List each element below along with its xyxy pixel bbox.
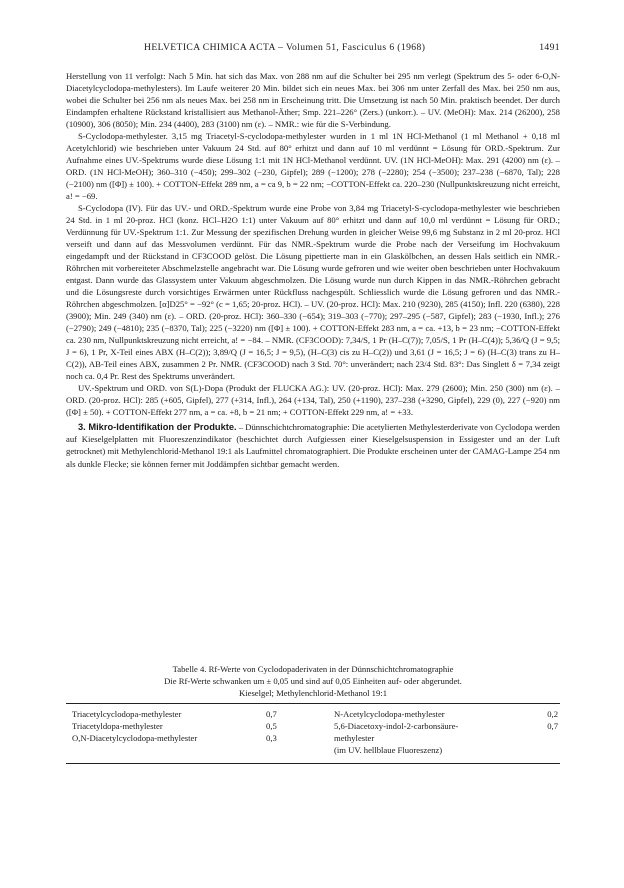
table-cell: 0,5: [266, 721, 277, 732]
section-text: – Dünnschichtchromatographie: Die acetylierten Methylesterderivate von Cyclodopa werden auf Kieselgelplatten mit Fluoreszenzindikator (beschichtet durch Aufgiessen einer Kieselgelsuspension in Essigester und an der Luft getrocknet) mit Methylenchlorid-Methanol 19:1 als Laufmittel chromatographiert. Die Produkte erscheinen unter der CAMAG-Lampe 254 nm als dunkle Flecke; sie können ferner mit Joddämpfen sichtbar gemacht werden.: [66, 422, 560, 469]
rf-table: [66, 663, 560, 764]
table-cell: O,N-Diacetylcyclodopa-methylester: [72, 733, 198, 744]
table-cell: N-Acetylcyclodopa-methylester: [334, 709, 445, 720]
table-cell: Triacetylcyclodopa-methylester: [72, 709, 182, 720]
table-cell: (im UV. hellblaue Fluoreszenz): [334, 745, 443, 756]
table-cell: 5,6-Diacetoxy-indol-2-carbonsäure-: [334, 721, 459, 732]
left-rf-column: [266, 708, 306, 744]
table-cell: Triacetyldopa-methylester: [72, 721, 163, 732]
table-top-rule: [66, 703, 560, 704]
page-number: 1491: [539, 42, 560, 53]
right-compound-column: [334, 708, 520, 756]
paragraph-s-cyclodopa: S-Cyclodopa (IV). Für das UV.- und ORD.-Spektrum wurde eine Probe von 3,84 mg Triacetyl-S-cyclodopa-methylester wie beschrieben 24 Std. in 1 ml 20-proz. HCl (konz. HCl–H2O 1:1) unter Vakuum auf 80° erhitzt und dann auf 10,0 ml verdünnt = Lösung für ORD.; Verdünnung für UV.-Spektrum 1:1. Zur Messung der spezifischen Drehung wurden in gleicher Weise 99,6 mg Substanz in 2 ml 20-proz. HCl verseift und dann auf das Messvolumen verdünnt. Für das NMR.-Spektrum wurde die Probe nach der Verseifung im Hochvakuum eingedampft und der Rückstand in CF3COOD gelöst. Die Lösung pipettierte man in ein Glaskölbchen, an dessen Hals seitlich ein NMR.-Röhrchen mit vorbereiteter Abschmelzstelle angebracht war. Die Lösung wurde gefroren und wie weiter oben beschrieben unter Hochvakuum entgast. Dann wurde das Glassystem unter Vakuum abgeschmolzen. Die Lösung wurde nun durch Kippen in das NMR.-Röhrchen gebracht und die Lösungsreste durch vorsichtiges Erwärmen unter Rückfluss nachgespült. Schliesslich wurde die Lösung gefroren und das NMR.-Röhrchen abgeschmolzen. [α]D25° = −92° (c = 1,65; 20-proz. HCl). – UV. (20-proz. HCl): Max. 210 (9230), 285 (4150); Infl. 220 (6380), 228 (3900); Min. 249 (340) nm (ε). – ORD. (20-proz. HCl): 360–330 (−654); 319–303 (−770); 297–295 (−587, Gipfel); 283 (−1930, Infl.); 276 (−2790); 249 (−4810); 235 (−8370, Tal); 225 (−3220) nm ([Φ] ± 100). + COTTON-Effekt 283 nm, a = ca. +13, b = 23 nm; −COTTON-Effekt ca. 230 nm, Nullpunktskreuzung nicht erreicht, a! = −84. – NMR. (CF3COOD): 7,34/S, 1 Pr (H–C(7)); 7,05/S, 1 Pr (H–C(4)); 5,36/Q (J = 9,5; J = 6), 1 Pr, X-Teil eines ABX (H–C(2)); 3,89/Q (J = 16,5; J = 9,5), (H–C(3) cis zu H–C(2)) und 3,61 (J = 16,5; J = 6) (H–C(3) trans zu H–C(2)), AB-Teil eines ABX, zusammen 2 Pr. NMR. (CF3COOD) nach 3 Std. 70°: unverändert; nach 23/4 Std. 83°: Das Singlett δ = 7,34 zeigt noch ca. 0,4 Pr. Rest des Spektrums unverändert.: [66, 203, 560, 382]
table-cell: 0,7: [266, 709, 277, 720]
table-cell: methylester: [334, 733, 375, 744]
journal-title: HELVETICA CHIMICA ACTA – Volumen 51, Fasciculus 6 (1968): [144, 42, 426, 53]
table-caption: Tabelle 4. Rf-Werte von Cyclodopaderivaten in der Dünnschichtchromatographie: [172, 664, 454, 674]
table-body: [66, 708, 560, 760]
paragraph-s-dopa-uv-ord: UV.-Spektrum und ORD. von S(L)-Dopa (Produkt der FLUCKA AG.): UV. (20-proz. HCl): Max. 279 (2600); Min. 250 (300) nm (ε). – ORD. (20-proz. HCl): 285 (+605, Gipfel), 277 (+314, Infl.), 264 (+134, Tal), 250 (+1190), 237–238 (+3290, Gipfel), 229 (0), 227 (−920) nm ([Φ] ± 50). + COTTON-Effekt 277 nm, a = ca. +8, b = 21 nm; + COTTON-Effekt 229 nm, a! = +33.: [66, 383, 560, 418]
table-cell: 0,3: [266, 733, 277, 744]
paragraph-s-cyclodopa-methylester: S-Cyclodopa-methylester. 3,15 mg Triacetyl-S-cyclodopa-methylester wurden in 1 ml 1N HCl-Methanol (1 ml Methanol + 0,18 ml Acetylchlorid) wie beschrieben unter Vakuum 24 Std. auf 80° erhitzt und dann auf 10 ml verdünnt = Lösung für ORD.-Spektrum. Zur Aufnahme eines UV.-Spektrums wurde diese Lösung 1:1 mit 1N HCl-Methanol verdünnt. UV. (1N HCl-MeOH): Max. 291 (4200) nm (ε). – ORD. (1N HCl-MeOH); 360–310 (−450); 299–302 (−230, Gipfel); 289 (−1200); 278 (−2280); 254 (−3500); 237–238 (−6870, Tal); 228 (−2100) nm ([Φ]) ± 100). + COTTON-Effekt 289 nm, a = ca 9, b = 22 nm; −COTTON-Effekt ca. 220–230 (Nullpunktskreuzung nicht erreicht, a! = −69.: [66, 131, 560, 202]
table-cell: 0,2: [547, 709, 558, 720]
paragraph-micro-identification: [66, 421, 560, 469]
paragraph-uv-kinetics: Herstellung von 11 verfolgt: Nach 5 Min. hat sich das Max. von 288 nm auf die Schulter bei 295 nm verlegt (Spektrum des 5- oder 6-O,N-Diacetylcyclodopa-methylesters). Im Laufe weiterer 20 Min. bildet sich ein neues Max. bei 306 nm unter Zerfall des Max. bei 250 nm aus, wobei die Schulter bei 256 nm als neues Max. bei 258 nm in Erscheinung tritt. Die Umsetzung ist nach 50 Min. praktisch beendet. Der durch Eindampfen erhaltene Rückstand kristallisiert aus Methanol-Äther; Smp. 221–226° (Zers.) (unkorr.). – UV. (MeOH): Max. 214 (26200), 258 (10900), 306 (8050); Min. 234 (4400), 283 (3100) nm (ε). – NMR.: wie für die S-Verbindung.: [66, 71, 560, 130]
body-text: [66, 70, 560, 470]
table-subcaption-1: Die Rf-Werte schwanken um ± 0,05 und sind auf 0,05 Einheiten auf- oder abgerundet.: [164, 676, 462, 687]
left-compound-column: [72, 708, 262, 744]
table-bottom-rule: [66, 763, 560, 764]
table-cell: 0,7: [547, 721, 558, 732]
section-heading: 3. Mikro-Identifikation der Produkte.: [78, 422, 237, 433]
table-subcaption-2: Kieselgel; Methylenchlorid-Methanol 19:1: [238, 688, 388, 699]
right-rf-column: [532, 708, 558, 732]
